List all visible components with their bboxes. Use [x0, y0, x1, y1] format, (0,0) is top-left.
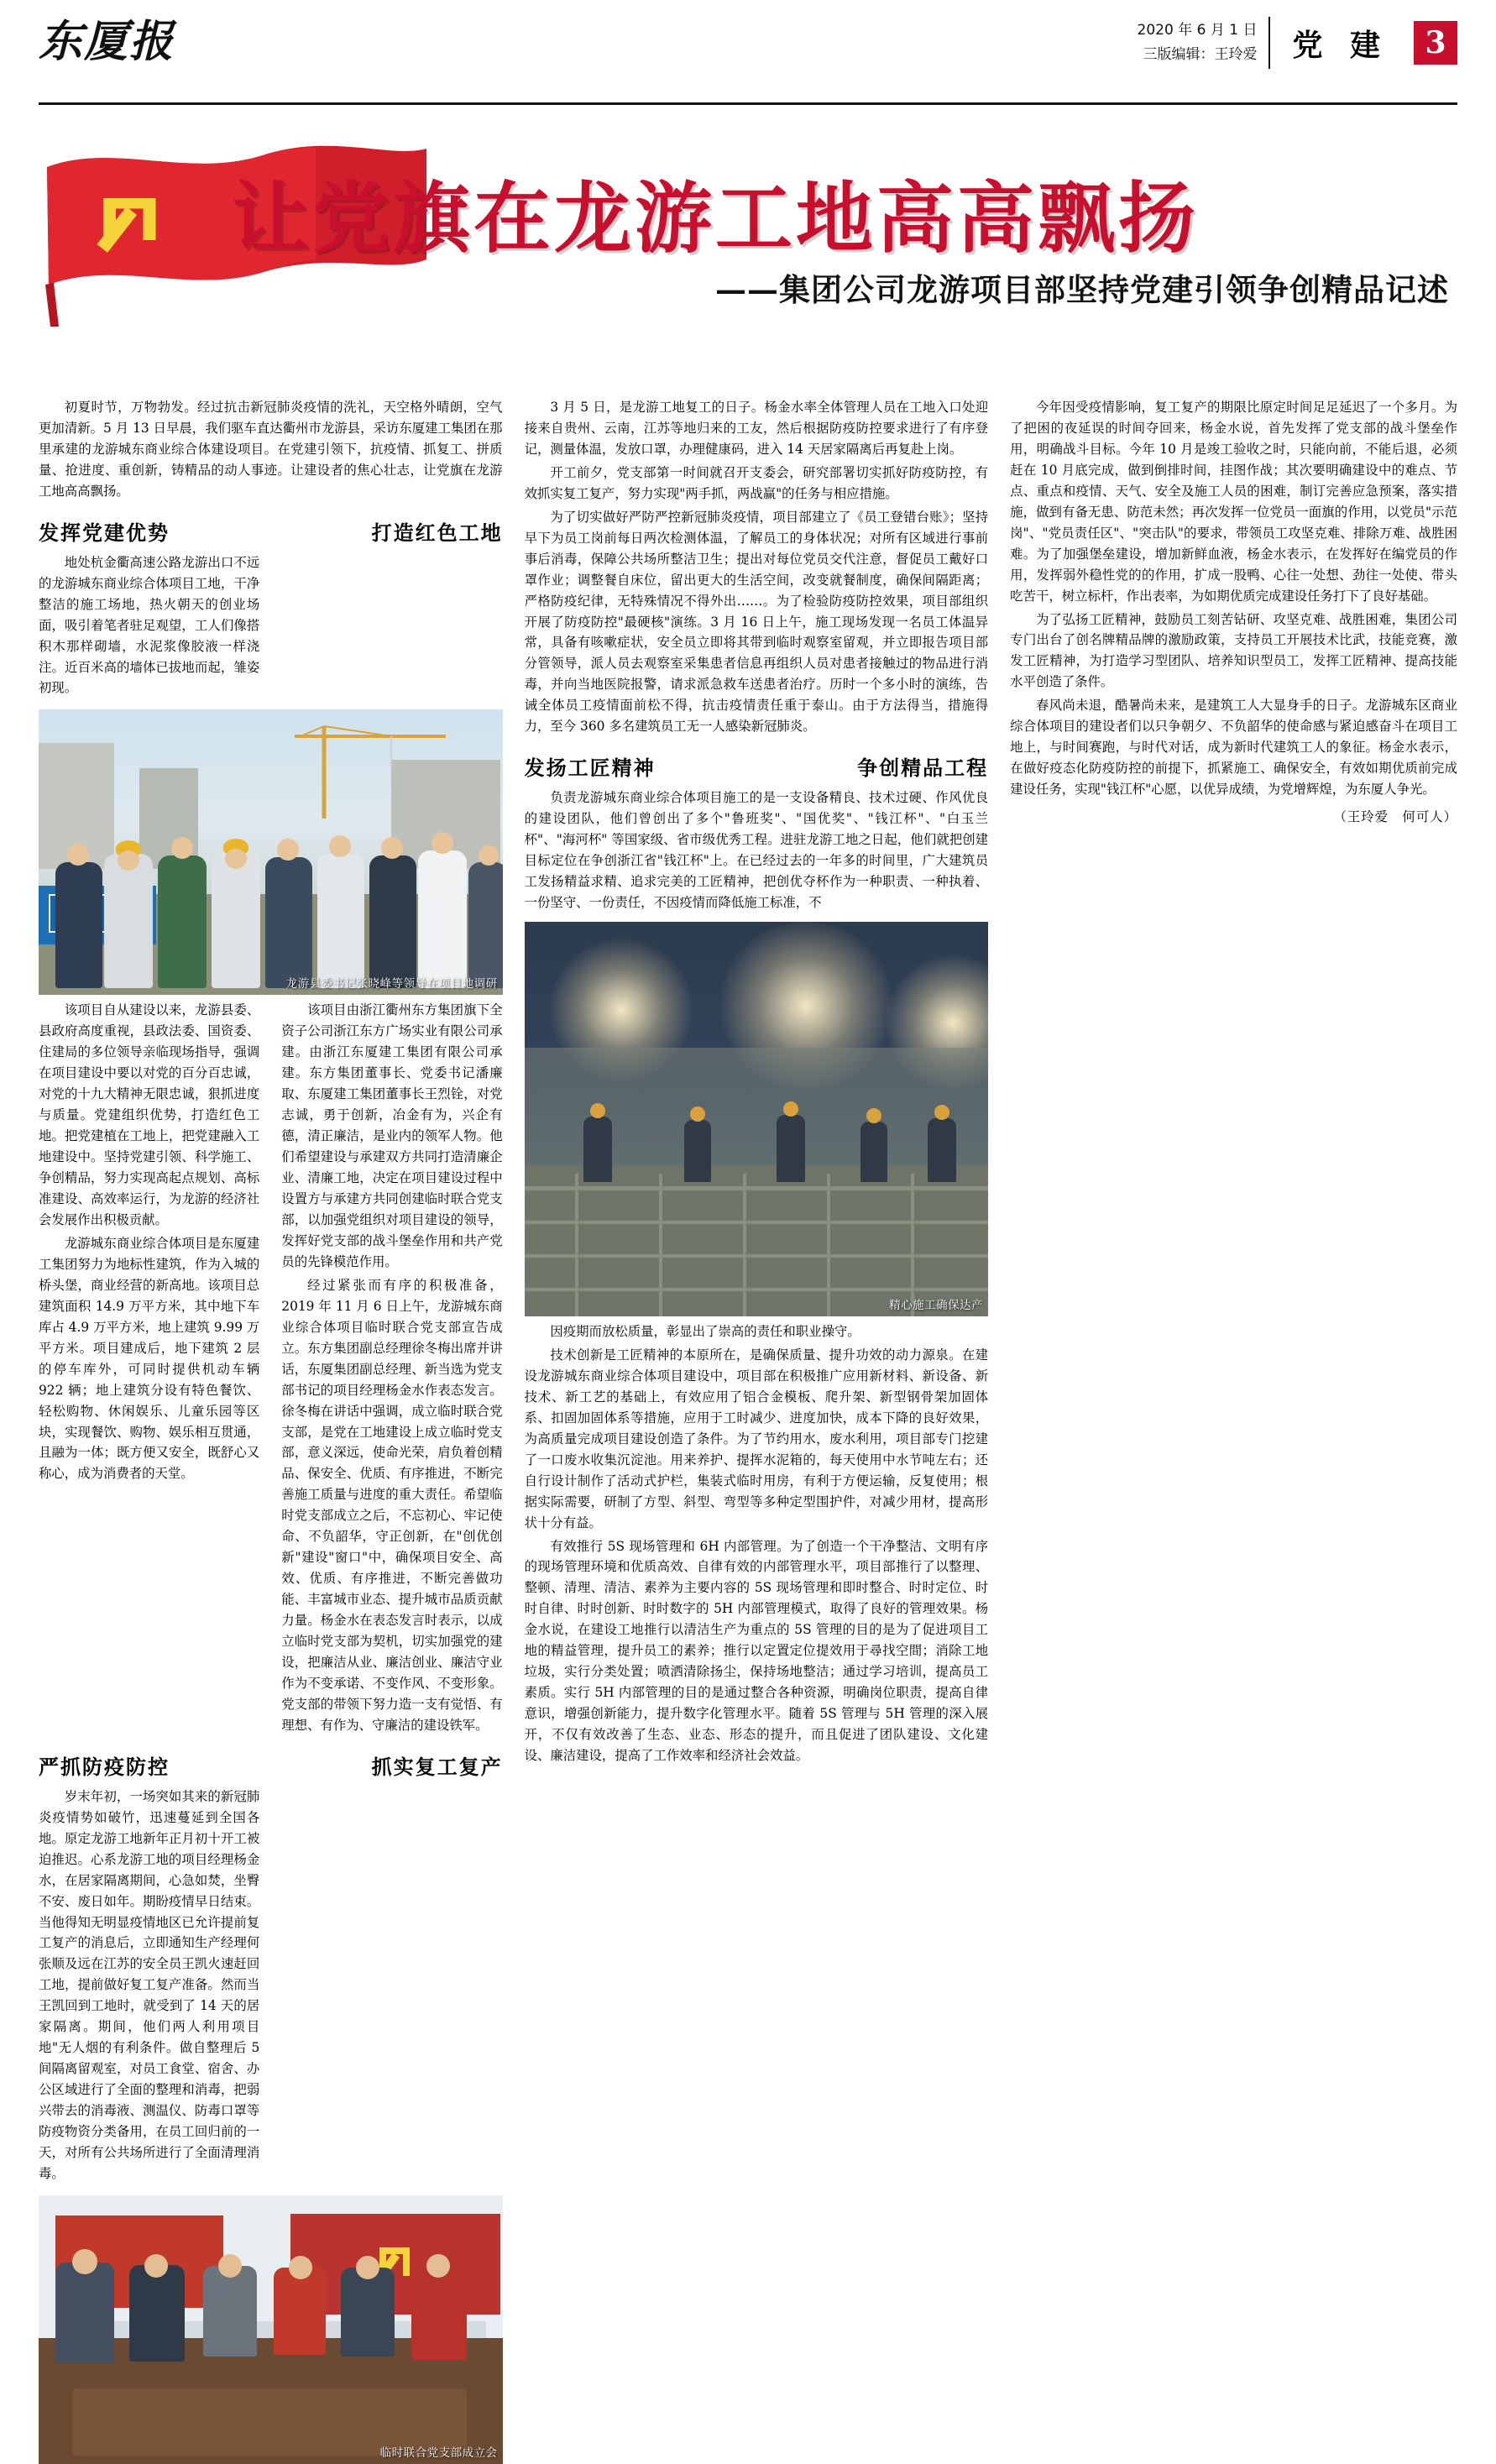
- photo-caption: 精心施工确保达产: [889, 1298, 984, 1312]
- subhead-quality: 争创精品工程: [857, 756, 989, 781]
- page-number-badge: 3: [1414, 21, 1457, 65]
- masthead-right: [1138, 15, 1457, 69]
- subhead-craftsman: 发扬工匠精神: [524, 756, 656, 781]
- paragraph: 该项目由浙江衢州东方集团旗下全资子公司浙江东方广场实业有限公司承建。由浙江东厦建工集团有限公司承建。东方集团董事长、党委书记潘廉取、东厦建工集团董事长王烈铨，对党志诚，勇于创新，冶金有为，兴企有德，清正廉洁，是业内的领军人物。他们希望建设与承建双方共同打造清廉企业、清廉工地，决定在项目建设过程中设置方与承建方共同创建临时联合党支部，以加强党组织对项目建设的领导，发挥好党支部的战斗堡垒作用和共产党员的先锋模范作用。: [281, 1002, 503, 1269]
- paragraph: 该项目自从建设以来，龙游县委、县政府高度重视，县政法委、国资委、住建局的多位领导亲临现场指导，强调在项目建设中要以对党的百分百忠诚，对党的十九大精神无限忠诚，狠抓进度与质量。党建组织优势，打造红色工地。把党建植在工地上，把党建融入工地建设中。坚持党建引领、科学施工、争创精品，努力实现高起点规划、高标准建设、高效率运行，为龙游的经济社会发展作出积极贡献。: [39, 1002, 260, 1227]
- masthead: [39, 0, 1457, 99]
- two-column-text-2: [39, 1000, 503, 1738]
- paragraph: 有效推行 5S 现场管理和 6H 内部管理。为了创造一个干净整洁、文明有序的现场管理环境和优质高效、自律有效的内部管理水平，项目部推行了以整理、整顿、清理、清洁、素养为主要内容的 5S 现场管理和即时整合、时时定位、时时自律、时时创新、时时数字的 5H 内部管理模式，取得了良好的管理效果。杨金水说，在建设工地推行以清洁生产为重点的 5S 管理的目的是为了促进项目工地的精益管理，提升员工的素养；推行以定置定位提效用于尋找空間；消除工地垃圾，实行分类处置；喷洒清除扬尘，保持场地整洁；通过学习培训，提高员工素质。实行 5H 内部管理的目的是通过整合各种资源，明确岗位职责，提高自律意识，增强创新能力，提升数字化管理水平。随着 5S 管理与 5H 管理的深入展开，不仅有效改善了生态、业态、形态的提升，而且促进了团队建设、文化建设、廉洁建设，提高了工作效率和经济社会效益。: [524, 1538, 989, 1764]
- headline-main: 让党旗在龙游工地高高飘扬: [232, 173, 1200, 264]
- headline-banner: [39, 113, 1457, 390]
- subhead-pair-2: [39, 1739, 503, 1787]
- column-1: [39, 397, 503, 2460]
- two-column-text-1: [39, 552, 503, 702]
- section-title: 党 建: [1292, 27, 1389, 63]
- subhead-pair-1: [39, 505, 503, 552]
- headline-sub: ——集团公司龙游项目部坚持党建引领争创精品记述: [715, 271, 1449, 308]
- photo-caption: 临时联合党支部成立会: [379, 2446, 498, 2460]
- paragraph: 地处杭金衢高速公路龙游出口不远的龙游城东商业综合体项目工地，干净整洁的施工场地，热火朝天的创业场面，吸引着笔者驻足观望，工人们像搭积木那样砌墙，水泥浆像胶液一样浇注。近百米高的墙体已拔地而起，雏姿初现。: [39, 554, 260, 696]
- paragraph: 经过紧张而有序的积极准备，2019 年 11 月 6 日上午，龙游城东商业综合体项目临时联合党支部宣告成立。东方集团副总经理徐冬梅出席并讲话，东厦集团副总经理、新当选为党支部书记的项目经理杨金水作表态发言。徐冬梅在讲话中强调，成立临时联合党支部，是党在工地建设上成立临时党支部，意义深远，使命光荣，肩负着创精品、保安全、优质、有序推进，不断完善施工质量与进度的重大责任。希望临时党支部成立之后，不忘初心、牢记使命、不负韶华，守正创新，在"创优创新"建设"窗口"中，确保项目安全、高效、优质、有序推进，不断完善做功能、丰富城市业态、提升城市品质贡献力量。杨金水在表态发言时表示，以成立临时党支部为契机，切实加强党的建设，把廉洁从业、廉洁创业、廉洁守业作为不变承诺、不变作风、不变形象。党支部的带领下努力造一支有觉悟、有理想、有作为、守廉洁的建设铁军。: [281, 1277, 503, 1733]
- paragraph: 负责龙游城东商业综合体项目施工的是一支设备精良、技术过硬、作风优良的建设团队，他们曾创出了多个"鲁班奖"、"国优奖"、"钱江杯"、"白玉兰杯"、"海河杯" 等国家级、省市级优秀工程。进驻龙游工地之日起，他们就把创建目标定位在争创浙江省"钱江杯"上。在已经过去的一年多的时间里，广大建筑员工发扬精益求精、追求完美的工匠精神，把创优夺杯作为一种职责、一种执着、一份坚守、一份责任，不因疫情而降低施工标准，不: [524, 790, 989, 911]
- subhead-epidemic: 严抓防疫防控: [39, 1754, 170, 1779]
- column-2: [525, 397, 989, 2429]
- photo-caption: 龙游县委书记张晓峰等领导在项目地调研: [285, 977, 498, 991]
- editor-credit: 三版编辑：王玲爱: [1143, 46, 1258, 63]
- masthead-meta: [1138, 17, 1271, 69]
- paragraph: 龙游城东商业综合体项目是东厦建工集团努力为地标性建筑，作为入城的桥头堡，商业经营的新高地。该项目总建筑面积 14.9 万平方米，其中地下车库占 4.9 万平方米，地上建筑 9.99 万平方米。项目建成后，地下建筑 2 层的停车库外，可同时提供机动车辆 922 辆；地上建筑分设有特色餐饮、轻松购物、休闲娱乐、儿童乐园等区块，实现餐饮、购物、娱乐相互贯通，且融为一体；既方便又安全，既舒心又称心，成为消费者的天堂。: [39, 1235, 260, 1482]
- subhead-pair-3: [525, 740, 989, 787]
- subhead-advantage: 发挥党建优势: [39, 520, 170, 545]
- article-body: [39, 397, 1457, 2460]
- paragraph: 岁末年初，一场突如其来的新冠肺炎疫情势如破竹，迅速蔓延到全国各地。原定龙游工地新年正月初十开工被迫推迟。心系龙游工地的项目经理杨金水，在居家隔离期间，心急如焚，坐臀不安、废日如年。期盼疫情早日结束。当他得知无明显疫情地区已允许提前复工复产的消息后，立即通知生产经理何张顺及远在江苏的安全员王凯火速赶回工地，提前做好复工复产准备。然而当王凯回到工地时，就受到了 14 天的居家隔离。期间，他们两人利用项目地"无人烟的有利条件。做自整理后 5 间隔离留观室，对员工食堂、宿舍、办公区域进行了全面的整理和消毒，把弱兴带去的消毒液、测温仪、防毒口罩等防疫物资分类备用，在员工回归前的一天，对所有公共场所进行了全面清理消毒。: [39, 1788, 260, 2181]
- paragraph: 为了弘扬工匠精神，鼓励员工刻苦钻研、攻坚克难、战胜困难，集团公司专门出台了创名牌精品牌的激励政策，支持员工开展技术比武，技能竞赛，激发工匠精神，为打造学习型团队、培养知识型员工，发挥工匠精神、提高技能水平创造了条件。: [1010, 611, 1457, 690]
- paragraph: 为了切实做好严防严控新冠肺炎疫情，项目部建立了《员工登错台账》；坚持早下为员工岗前每日两次检测体温，了解员工的身体状况；对所有区域进行事前事后消毒，保障公共场所整洁卫生；提出对每位党员交代注意，督促员工戴好口罩作业；调整餐自床位，留出更大的生活空间，改变就餐制度，确保间隔距离；严格防疫纪律，无特殊情况不得外出……。为了检验防疫防控效果，项目部组织开展了防疫防控"最硬核"演练。3 月 16 日上午，施工现场发现一名员工体温异常，具备有咳嗽症状，安全员立即将其带到临时观察室留观，并立即报告项目部分管领导，派人员去观察室采集患者信息再组织人员对患者接触过的物品进行消毒，并向当地医院报警，请求派急救车送患者治疗。历时一个多小时的演练，告诫全体员工疫情面前松不得，抗击疫情责任重于泰山。由于方法得当，措施得力，至今 360 多名建筑员工无一人感染新冠肺炎。: [524, 509, 989, 735]
- paragraph: 因疫期而放松质量，彰显出了崇高的责任和职业操守。: [550, 1323, 860, 1339]
- people-group: [39, 795, 503, 988]
- photo-party-branch-meeting: [39, 2195, 503, 2464]
- column-3: [1010, 397, 1457, 2429]
- paragraph: 今年因受疫情影响，复工复产的期限比原定时间足足延迟了一个多月。为了把困的夜延误的时间夺回来，杨金水说，首先发挥了党支部的战斗堡垒作用，明确战斗目标。今年 10 月是竣工验收之时，只能向前，不能后退，必须赶在 10 月底完成，做到倒排时间，挂图作战；其次要明确建设中的难点、节点、重点和疫情、天气、安全及施工人员的困难，制订完善应急预案，落实措施，做到有备无患、防范未然；再次发挥一位党员一面旗的作用，以党员"示范岗"、"党员责任区"、"突击队"的要求，带领员工攻坚克难、排除万难、战胜困难。为了加强堡垒建设，增加新鲜血液，杨金水表示，在发挥好在编党员的作用，发挥弱外稳性党的的作用，扩成一股鸭、心往一处想、劲往一处使、带头吃苦干，树立标杆，作出表率，为如期优质完成建设任务打下了良好基础。: [1010, 400, 1457, 604]
- byline: （王玲爱 何可人）: [1333, 809, 1457, 825]
- subhead-resume: 抓实复工复产: [371, 1754, 503, 1779]
- newspaper-logo: 东厦报: [39, 16, 175, 67]
- two-column-text-3: [39, 1787, 503, 2187]
- paragraph: 春风尚未退，酷暑尚未来，是建筑工人大显身手的日子。龙游城东区商业综合体项目的建设者们以只争朝夕、不负韶华的使命感与紧迫感奋斗在项目工地上，与时间赛跑，与时代对话，成为新时代建筑工人的象征。杨金水表示，在做好疫态化防疫防控的前提下，抓紧施工、确保安全，有效如期优质前完成建设任务，实现"钱江杯"心愿，以优异成绩，为党增辉煌，为东厦人争光。: [1010, 698, 1457, 798]
- paragraph: 3 月 5 日，是龙游工地复工的日子。杨金水率全体管理人员在工地入口处迎接来自贵州、云南，江苏等地归来的工友，然后根据防疫防控要求进行了有序登记，测量体温，发放口罩，办理健康码，进入 14 天居家隔离后再复赴上岗。: [524, 400, 989, 457]
- paragraph: 开工前夕，党支部第一时间就召开支委会，研究部署切实抓好防疫防控，有效抓实复工复产，努力实现"两手抓，两战赢"的任务与相应措施。: [524, 464, 989, 501]
- subhead-red-site: 打造红色工地: [371, 520, 503, 545]
- lead-paragraph: 初夏时节，万物勃发。经过抗击新冠肺炎疫情的洗礼，天空格外晴朗，空气更加清新。5 月 13 日早晨，我们驱车直达衢州市龙游县，采访东厦建工集团在那里承建的龙游城东商业综合体建设项目。在党建引领下，抗疫情、抓复工、拼质量、抢进度、重创新，铸精品的动人事迹。让建设者的焦心壮志，让党旗在龙游工地高高飘扬。: [39, 400, 503, 499]
- masthead-divider: [39, 102, 1457, 105]
- photo-site-inspection: [39, 709, 503, 995]
- photo-night-construction: [525, 922, 989, 1316]
- publication-date: 2020 年 6 月 1 日: [1137, 22, 1258, 39]
- paragraph: 技术创新是工匠精神的本原所在，是确保质量、提升功效的动力源泉。在建设龙游城东商业综合体项目建设中，项目部在积极推广应用新材料、新设备、新技术、新工艺的基础上，有效应用了铝合金模板、爬升架、新型钢骨架加固体系、扣固加固体系等措施，应用于工时减少、进度加快，成本下降的良好效果，为高质量完成项目建设创造了条件。为了节约用水，废水利用，项目部专门挖建了一口废水收集沉淀池。用来养护、提挥水泥箱的，每天使用中水节吨左右；还自行设计制作了活动式护栏，集装式临时用房，有利于方便运输，反复使用；根据实际需要，研制了方型、斜型、弯型等多种定型围护件，对减少用材，提高形状十分有益。: [524, 1347, 989, 1530]
